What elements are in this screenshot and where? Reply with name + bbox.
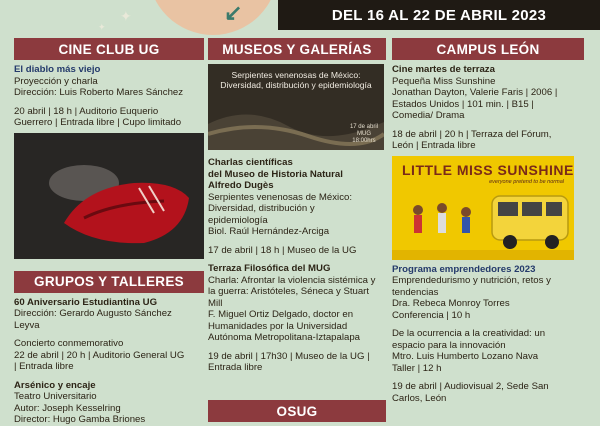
event-detail: | Entrada libre — [14, 361, 74, 372]
event-detail: Guerrero | Entrada libre | Cupo limitado — [14, 117, 182, 128]
event-title[interactable]: Programa emprendedores 2023 — [392, 263, 536, 275]
event-line: Conferencia | 10 h — [392, 309, 471, 321]
sparkle-icon: ✦ — [98, 22, 106, 32]
film-line: Dirección: Luis Roberto Mares Sánchez — [14, 87, 184, 98]
event-line: Serpientes venenosas de México: — [208, 191, 352, 203]
event-line: Charla: Afrontar la violencia sistémica y — [208, 274, 376, 286]
column-middle — [208, 38, 386, 374]
event-line: Director: Hugo Gamba Briones — [14, 414, 146, 425]
film-line: Proyección y charla — [14, 75, 98, 87]
section-header-grupos: GRUPOS Y TALLERES — [14, 271, 204, 293]
event-title[interactable]: 60 Aniversario Estudiantina UG — [14, 296, 158, 308]
event-detail: 19 de abril | Audiovisual 2, Sede San — [392, 381, 549, 392]
sparkle-icon: ✦ — [120, 8, 132, 24]
event-line: Biol. Raúl Hernández-Arciga — [208, 226, 330, 237]
column-left — [14, 38, 204, 426]
event-line: F. Miguel Ortiz Delgado, doctor en — [208, 309, 354, 320]
event-line: tendencias — [392, 286, 439, 298]
event-line: Diversidad, distribución y — [208, 203, 315, 214]
movie-poster — [392, 156, 574, 260]
event-title[interactable]: Arsénico y encaje — [14, 379, 96, 391]
arrow-icon: ↙ — [224, 0, 243, 25]
event-line: Mill — [208, 297, 223, 309]
event-line: Estados Unidos | 101 min. | B15 | — [392, 98, 534, 110]
section-header-campus: CAMPUS LEÓN — [392, 38, 584, 60]
decorative-circle — [148, 0, 278, 35]
event-title[interactable]: Charlas científicas — [208, 157, 293, 168]
event-line: Teatro Universitario — [14, 391, 97, 402]
poster-title: LITTLE MISS SUNSHINE — [402, 161, 574, 178]
event-detail: Concierto conmemorativo — [14, 338, 124, 349]
event-line: Dirección: Gerardo Augusto Sánchez — [14, 308, 172, 319]
event-line: Mtro. Luis Humberto Lozano Nava — [392, 351, 539, 362]
event-line: Pequeña Miss Sunshine — [392, 75, 496, 87]
poster-date-line: 17 de abril — [349, 124, 378, 130]
event-line: la guerra: Aristóteles, Séneca y Stuart — [208, 286, 370, 297]
event-title[interactable]: Cine martes de terraza — [392, 64, 495, 75]
section-header-cine-club: CINE CLUB UG — [14, 38, 204, 60]
event-detail: Carlos, León — [392, 392, 447, 404]
poster-title: Serpientes venenosas de México: Diversidad, distribución y epidemiología — [220, 70, 372, 90]
event-line: Leyva — [14, 319, 40, 331]
film-still-image — [14, 133, 204, 259]
event-title[interactable]: Alfredo Dugès — [208, 180, 274, 191]
event-detail: 22 de abril | 20 h | Auditorio General UG — [14, 349, 185, 361]
section-header-osug: OSUG — [208, 400, 386, 422]
event-detail: 20 abril | 18 h | Auditorio Euquerio — [14, 105, 159, 117]
event-line: Humanidades por la Universidad — [208, 320, 348, 332]
snakes-talk-poster — [208, 64, 384, 150]
event-line: Taller | 12 h — [392, 362, 442, 374]
event-detail: León | Entrada libre — [392, 140, 476, 151]
event-detail: Entrada libre — [208, 362, 263, 373]
poster-date-line: 18:00hrs — [352, 138, 376, 144]
section-header-museos: MUSEOS Y GALERÍAS — [208, 38, 386, 60]
event-line: Autónoma Metropolitana-Iztapalapa — [208, 332, 360, 343]
red-shoe-illustration — [44, 153, 194, 248]
event-title[interactable]: Terraza Filosófica del MUG — [208, 263, 331, 274]
event-detail: 18 de abril | 20 h | Terraza del Fórum, — [392, 128, 552, 140]
event-line: Dra. Rebeca Monroy Torres — [392, 298, 510, 309]
poster-date-line: MUG — [356, 131, 371, 137]
event-title[interactable]: del Museo de Historia Natural — [208, 168, 343, 180]
film-title[interactable]: El diablo más viejo — [14, 64, 101, 75]
column-right — [392, 38, 584, 404]
event-line: epidemiología — [208, 214, 268, 226]
van-illustration — [392, 188, 574, 260]
poster-date — [350, 124, 378, 145]
event-detail: 19 de abril | 17h30 | Museo de la UG | — [208, 350, 370, 362]
event-line: Comedia/ Drama — [392, 110, 465, 121]
event-line: espacio para la innovación — [392, 339, 506, 351]
event-line: Jonathan Dayton, Valerie Faris | 2006 | — [392, 87, 558, 98]
event-line: Autor: Joseph Kesselring — [14, 402, 121, 414]
date-banner: DEL 16 AL 22 DE ABRIL 2023 — [278, 0, 600, 30]
event-line: Emprendedurismo y nutrición, retos y — [392, 275, 551, 286]
poster-tagline: everyone pretend to be normal — [489, 178, 564, 185]
event-line: De la ocurrencia a la creatividad: un — [392, 328, 546, 339]
event-detail: 17 de abril | 18 h | Museo de la UG — [208, 244, 357, 256]
